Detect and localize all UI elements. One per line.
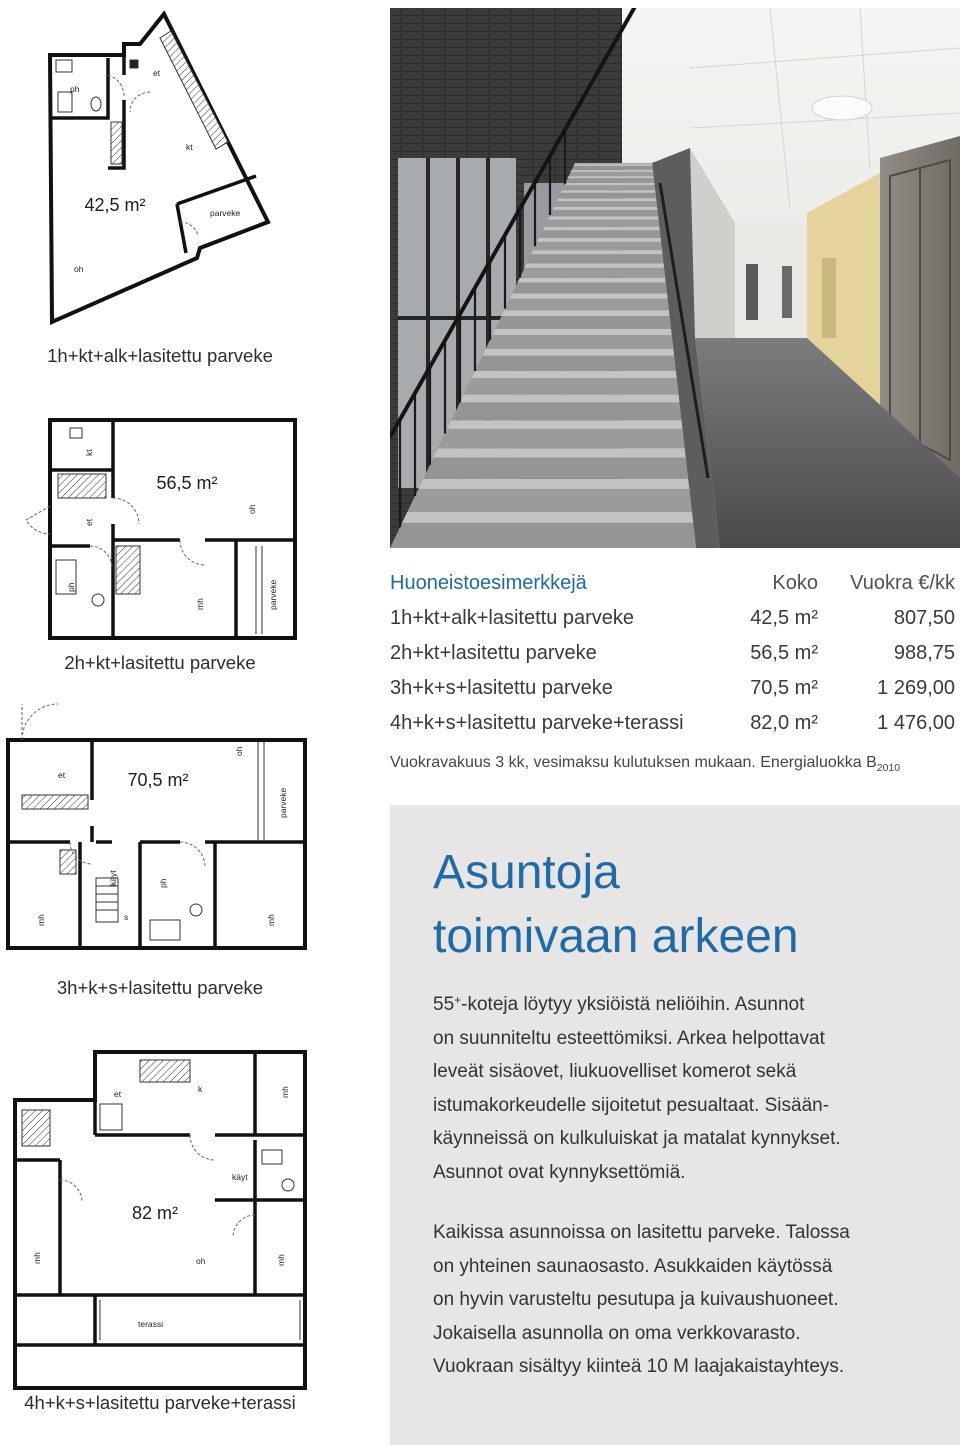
- room-label: käyt: [108, 870, 118, 886]
- paragraph-line: käynneissä on kulkuluiskat ja matalat kynnykset.: [433, 1128, 841, 1149]
- room-label: et: [114, 1089, 122, 1099]
- stair-tread: [571, 170, 653, 172]
- floor-plan-3: [8, 704, 305, 948]
- floor-plan-1: [50, 14, 268, 322]
- stair-tread: [557, 198, 657, 201]
- paragraph-line: on hyvin varusteltu pesutupa ja kuivaushuoneet.: [433, 1289, 839, 1310]
- stair-tread: [531, 250, 662, 254]
- stair-tread: [564, 183, 654, 185]
- room-label: parveke: [268, 579, 278, 610]
- energy-class-subscript: 2010: [876, 762, 901, 774]
- plan-caption: 4h+k+s+lasitettu parveke+terassi: [24, 1392, 296, 1413]
- plan-caption: 1h+kt+alk+lasitettu parveke: [47, 345, 273, 366]
- apartment-rent: 807,50: [893, 607, 955, 629]
- ceiling-lamp: [812, 96, 872, 120]
- staircase-photo: [390, 8, 960, 548]
- room-label: oh: [247, 504, 257, 514]
- plan-area-label: 56,5 m²: [156, 473, 218, 493]
- room-label: parveke: [210, 208, 241, 218]
- apartment-rent: 1 476,00: [877, 712, 955, 734]
- paragraph-line: Asunnot ovat kynnyksettömiä.: [433, 1161, 686, 1183]
- paragraph-line: Vuokraan sisältyy kiinteä 10 M laajakaistayhteys.: [433, 1356, 845, 1377]
- stair-tread: [525, 263, 664, 267]
- plan-area-label: 42,5 m²: [84, 195, 146, 215]
- stair-tread: [510, 293, 668, 298]
- room-label: ph: [66, 582, 76, 592]
- stair-tread: [518, 278, 666, 283]
- stair-tread: [574, 164, 653, 166]
- corridor-door: [746, 264, 758, 320]
- stair-tread: [548, 217, 659, 220]
- plan-caption: 3h+k+s+lasitettu parveke: [56, 977, 264, 998]
- paragraph-line: istumakorkeudelle sijoitetut pesualtaat. Sisään-: [433, 1094, 830, 1116]
- room-label: mh: [266, 914, 276, 926]
- room-label: mh: [195, 598, 205, 610]
- table-row: [390, 706, 955, 741]
- stair-tread: [568, 176, 654, 178]
- plan-area-label: 70,5 m²: [127, 770, 189, 790]
- room-label: k: [198, 1084, 203, 1094]
- rental-note-text: Vuokravakuus 3 kk, vesimaksu kulutuksen mukaan. Energialuokka B: [390, 754, 877, 771]
- paragraph-line: Jokaisella asunnolla on oma verkkovarasto.: [433, 1322, 801, 1344]
- room-label: käyt: [232, 1172, 248, 1182]
- stair-tread: [543, 227, 660, 230]
- rental-note: [390, 752, 900, 774]
- feature-title-line: toimivaan arkeen: [433, 910, 799, 963]
- apartments-table: [390, 566, 955, 741]
- stair-tread: [537, 238, 661, 242]
- paragraph-line: on suunniteltu esteettömiksi. Arkea helpottavat: [433, 1027, 825, 1049]
- age-plus-superscript: +: [454, 993, 462, 1007]
- table-row: [390, 601, 955, 636]
- paragraph-line: [433, 988, 841, 1022]
- corridor-end-wall: [735, 223, 807, 338]
- paragraph-text: -koteja löytyy yksiöistä neliöihin. Asunnot: [461, 994, 805, 1015]
- apartment-type: 3h+k+s+lasitettu parveke: [390, 677, 613, 699]
- plan-caption: 2h+kt+lasitettu parveke: [64, 652, 256, 673]
- room-label: et: [153, 68, 161, 78]
- apartment-type: 1h+kt+alk+lasitettu parveke: [390, 607, 635, 629]
- stair-tread: [418, 479, 689, 489]
- stair-tread: [482, 349, 674, 356]
- paragraph-line: Kaikissa asunnoissa on lasitettu parveke. Talossa: [433, 1222, 850, 1243]
- apartment-size: 56,5 m²: [750, 642, 818, 664]
- apartment-rent: 1 269,00: [877, 677, 955, 699]
- room-label: ph: [70, 84, 80, 94]
- stair-tread: [552, 207, 657, 210]
- table-header: [390, 566, 955, 601]
- table-row: [390, 636, 955, 671]
- apartment-type: 4h+k+s+lasitettu parveke+terassi: [390, 712, 684, 734]
- apartment-size: 70,5 m²: [750, 677, 818, 699]
- floor-plan-2: [26, 420, 295, 638]
- room-label: mh: [280, 1086, 290, 1098]
- feature-title: [433, 841, 799, 969]
- stair-tread: [561, 190, 656, 192]
- stair-tread: [492, 329, 671, 335]
- corridor-door: [782, 266, 792, 318]
- feature-panel: [390, 805, 960, 1445]
- table-row: [390, 671, 955, 706]
- apartment-rent: 988,75: [893, 642, 955, 664]
- room-label: mh: [32, 1252, 42, 1264]
- room-label: oh: [74, 264, 84, 274]
- room-label: mh: [36, 914, 46, 926]
- apartment-size: 82,0 m²: [750, 712, 818, 734]
- intro-paragraph: [433, 988, 841, 1189]
- paragraph-line: on yhteinen saunaosasto. Asukkaiden käytössä: [433, 1255, 833, 1277]
- room-label: s: [124, 912, 129, 922]
- wall-door: [822, 258, 836, 338]
- amenities-paragraph: [433, 1216, 850, 1384]
- stair-tread: [460, 395, 679, 403]
- paragraph-line: leveät sisäovet, liukuovelliset komerot sekä: [433, 1061, 797, 1082]
- room-label: kt: [186, 142, 193, 152]
- room-label: mh: [276, 1254, 286, 1266]
- room-label: oh: [196, 1256, 206, 1266]
- plan-area-label: 82 m²: [131, 1203, 179, 1223]
- table-title: Huoneistoesimerkkejä: [390, 572, 587, 594]
- room-label: ph: [158, 878, 168, 888]
- apartment-size: 42,5 m²: [750, 607, 818, 629]
- stair-tread: [472, 371, 677, 378]
- room-label: terassi: [138, 1319, 164, 1329]
- age-number: 55: [433, 994, 455, 1015]
- stair-tread: [402, 512, 693, 523]
- apartment-type: 2h+kt+lasitettu parveke: [390, 642, 597, 664]
- stair-tread: [501, 310, 669, 316]
- column-header-rent: Vuokra €/kk: [850, 572, 955, 594]
- room-label: oh: [234, 746, 244, 756]
- room-label: et: [84, 518, 94, 526]
- column-header-size: Koko: [772, 572, 818, 594]
- room-label: et: [58, 770, 66, 780]
- floor-plan-4: [15, 1052, 305, 1388]
- stair-tread: [447, 420, 682, 428]
- floor-plans: [0, 0, 320, 1445]
- plan-outline: [50, 14, 268, 322]
- room-label: parveke: [278, 787, 288, 818]
- stair-tread: [433, 448, 685, 457]
- feature-title-line: Asuntoja: [433, 846, 620, 899]
- room-label: kt: [84, 449, 94, 456]
